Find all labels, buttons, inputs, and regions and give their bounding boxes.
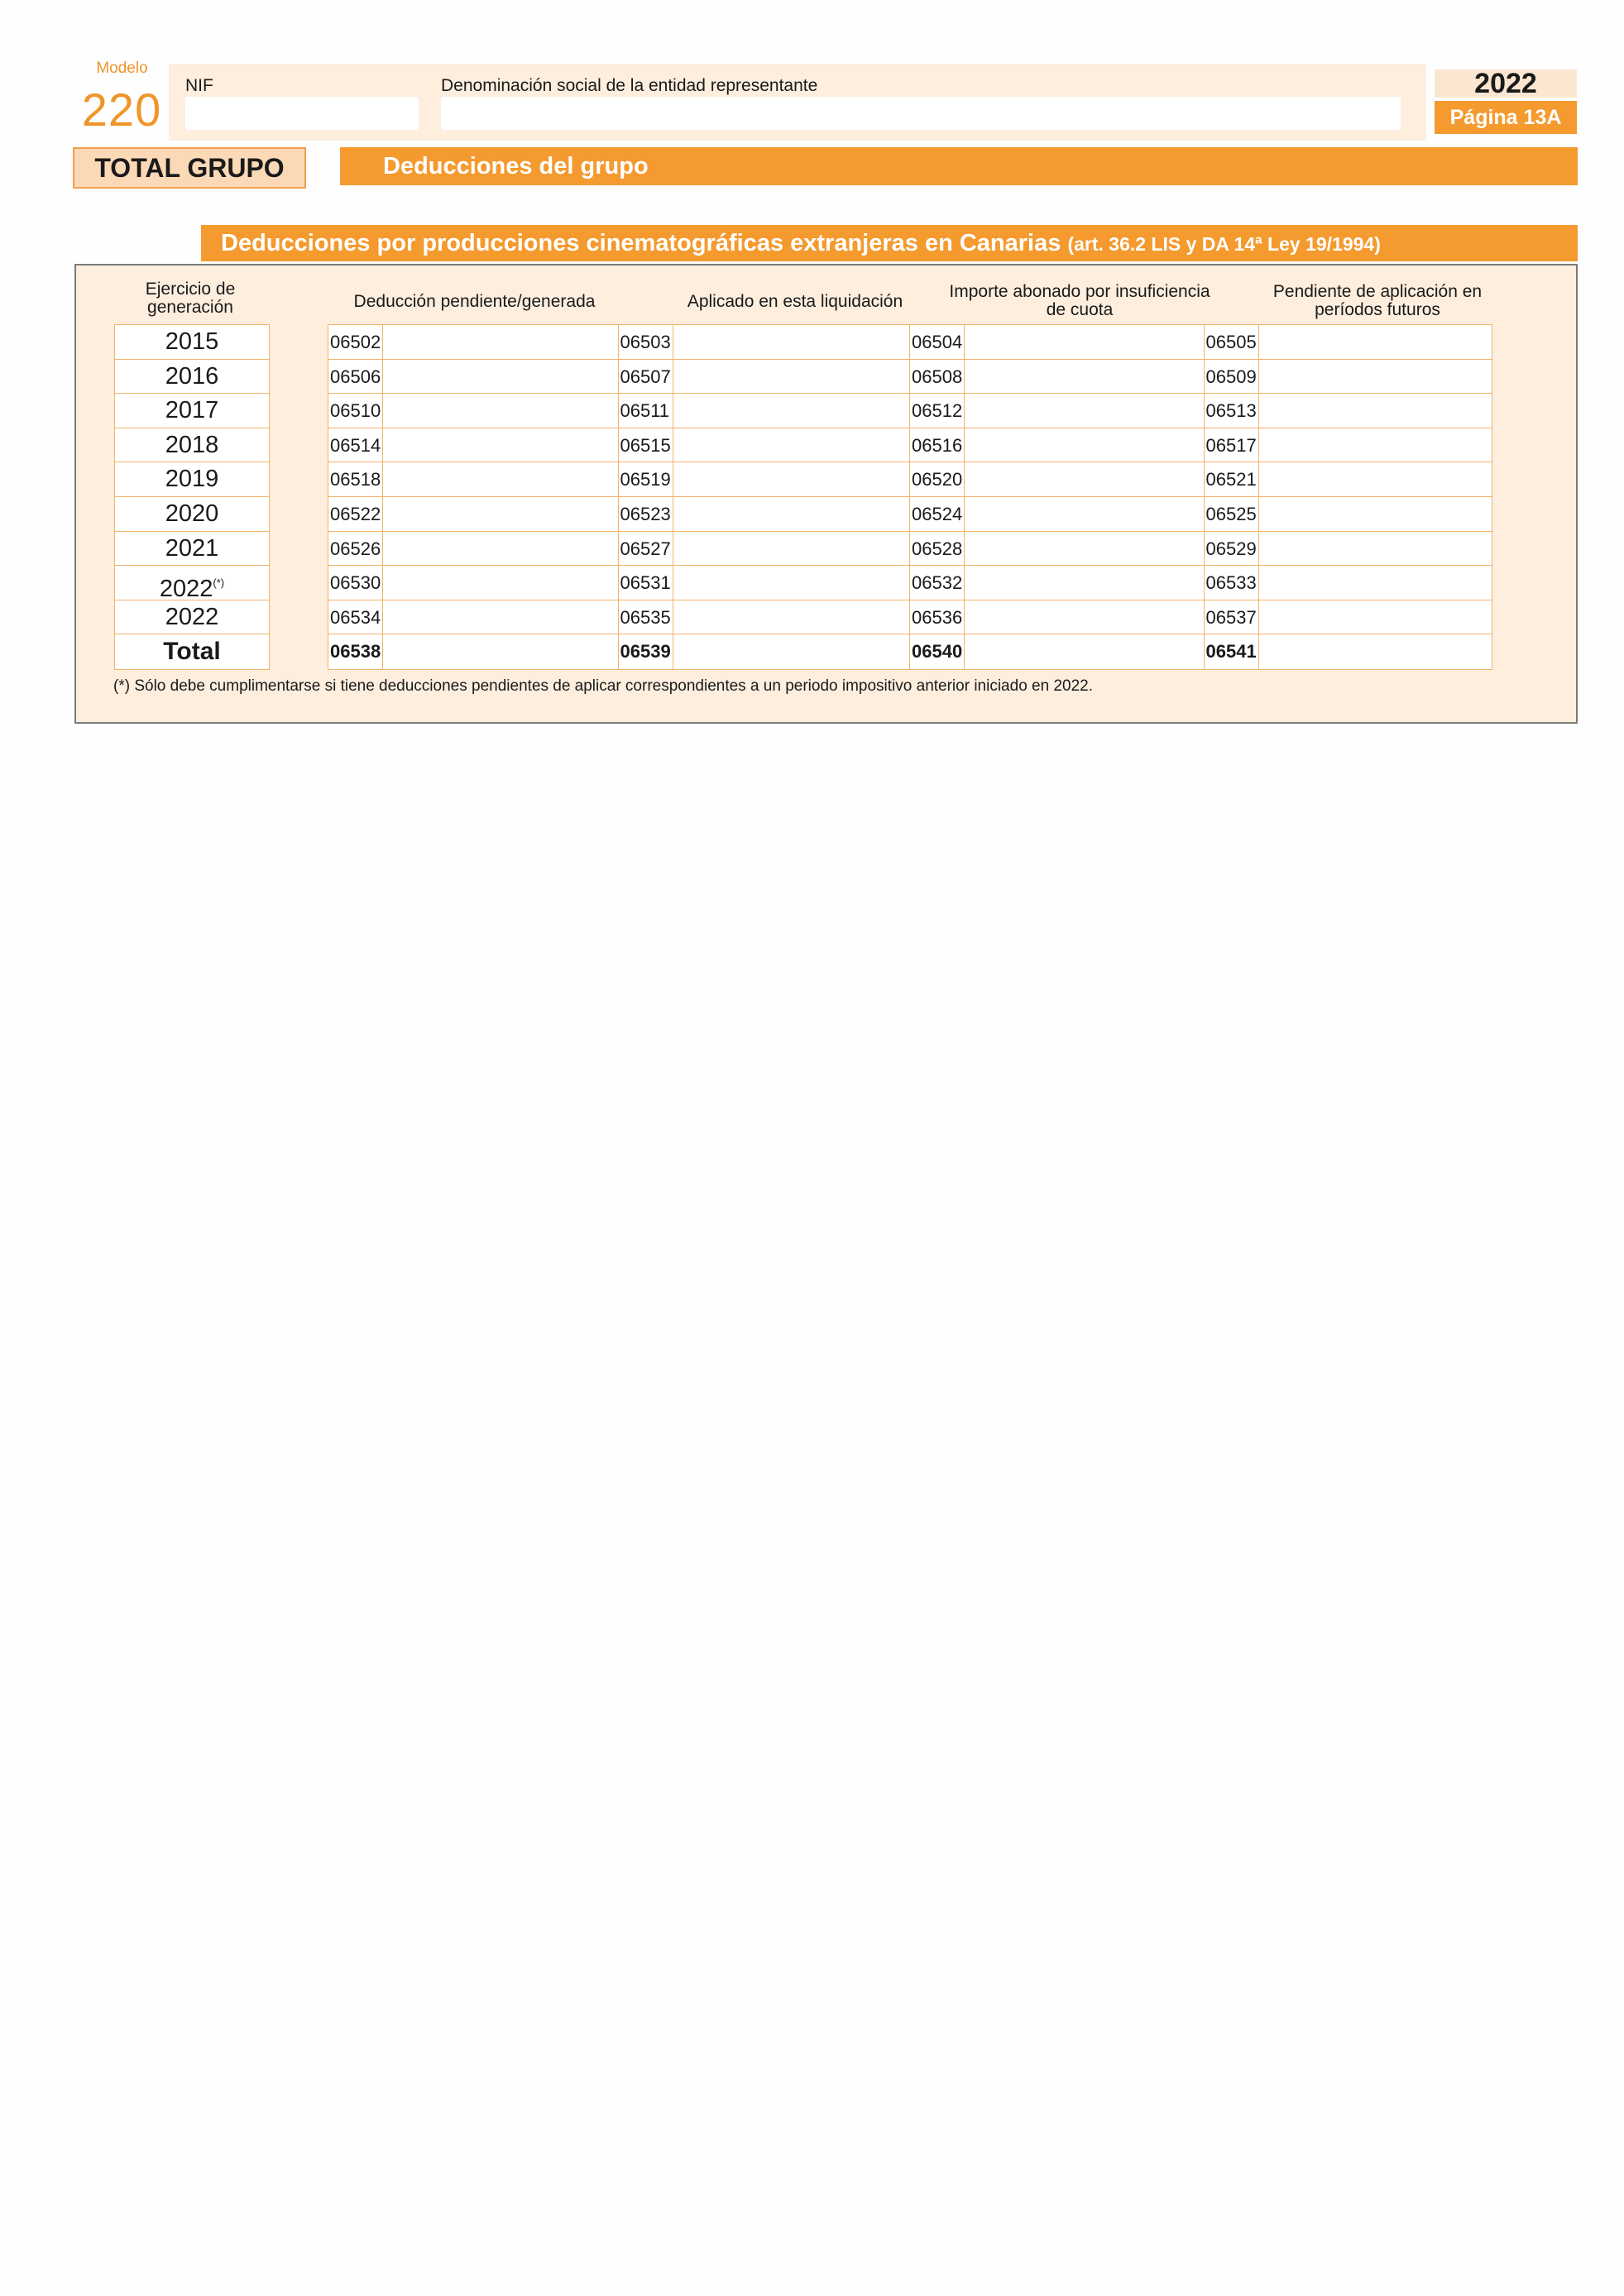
footnote-mark: (*) (213, 576, 225, 590)
total-grupo-label: TOTAL GRUPO (73, 147, 306, 189)
grid-cell (328, 394, 619, 428)
box-code: 06540 (910, 634, 965, 669)
amount-input[interactable] (1259, 600, 1492, 634)
amount-input[interactable] (383, 566, 618, 600)
amount-input[interactable] (965, 325, 1204, 359)
year-cell (115, 360, 269, 395)
grid-cell (910, 325, 1205, 359)
amount-input[interactable] (1259, 462, 1492, 496)
footnote: (*) Sólo debe cumplimentarse si tiene deducciones pendientes de aplicar correspondientes a un periodo impositivo anterior iniciado en 2022. (113, 677, 1093, 695)
denominacion-label: Denominación social de la entidad representante (441, 76, 818, 95)
grid-cell (328, 532, 619, 566)
box-code: 06534 (328, 600, 383, 634)
amount-input[interactable] (673, 428, 910, 462)
box-code: 06517 (1205, 428, 1259, 462)
box-code: 06531 (619, 566, 673, 600)
column-header-pendiente: Pendiente de aplicación en períodos futuros (1272, 282, 1483, 319)
box-code: 06516 (910, 428, 965, 462)
grid-cell (619, 532, 911, 566)
column-header-deduccion: Deducción pendiente/generada (353, 292, 596, 311)
grid-cell (1205, 600, 1492, 634)
year-cell (115, 428, 269, 463)
amount-input[interactable] (965, 360, 1204, 394)
grid-cell (910, 566, 1205, 600)
grid-cell (619, 462, 911, 496)
grid-cell (1205, 634, 1492, 669)
amount-input[interactable] (383, 325, 618, 359)
box-code: 06511 (619, 394, 673, 428)
grid-cell (619, 600, 911, 634)
column-header-importe: Importe abonado por insuficiencia de cuota (949, 282, 1210, 319)
amount-input[interactable] (383, 360, 618, 394)
table-row (328, 394, 1492, 428)
section-title (201, 225, 1578, 261)
amount-input[interactable] (1259, 497, 1492, 531)
grid-cell (619, 497, 911, 531)
box-code: 06505 (1205, 325, 1259, 359)
grid-cell (910, 634, 1205, 669)
section-title-text: Deducciones por producciones cinematográficas extranjeras en Canarias (221, 230, 1061, 256)
amount-input[interactable] (383, 532, 618, 566)
amount-input[interactable] (965, 532, 1204, 566)
grid-cell (1205, 566, 1492, 600)
year-column (114, 324, 270, 670)
amount-input[interactable] (673, 462, 910, 496)
year-cell (115, 566, 269, 603)
amount-input[interactable] (673, 497, 910, 531)
year-label: 2016 (165, 362, 219, 390)
grid-cell (619, 566, 911, 600)
table-row (328, 497, 1492, 532)
grid-cell (328, 462, 619, 496)
modelo-number: 220 (81, 84, 162, 136)
amount-input[interactable] (383, 600, 618, 634)
grid-cell (328, 600, 619, 634)
amount-input[interactable] (1259, 566, 1492, 600)
box-code: 06533 (1205, 566, 1259, 600)
year-label: 2020 (165, 500, 219, 527)
column-header-ejercicio: Ejercicio de generación (145, 280, 236, 317)
year-label: 2015 (165, 328, 219, 355)
box-code: 06527 (619, 532, 673, 566)
grid-cell (328, 634, 619, 669)
year-label: 2021 (165, 534, 219, 562)
amount-input[interactable] (383, 497, 618, 531)
denominacion-field[interactable] (441, 97, 1401, 130)
amount-input[interactable] (673, 360, 910, 394)
grid-cell (910, 394, 1205, 428)
box-code: 06528 (910, 532, 965, 566)
box-code: 06509 (1205, 360, 1259, 394)
amount-input[interactable] (965, 428, 1204, 462)
box-code: 06522 (328, 497, 383, 531)
box-code: 06508 (910, 360, 965, 394)
year-label: 2022 (159, 576, 213, 603)
deduction-grid (328, 324, 1492, 670)
box-code: 06510 (328, 394, 383, 428)
table-row (328, 428, 1492, 463)
box-code: 06529 (1205, 532, 1259, 566)
total-label: Total (163, 638, 221, 666)
grid-cell (619, 325, 911, 359)
amount-input[interactable] (965, 600, 1204, 634)
box-code: 06507 (619, 360, 673, 394)
amount-input[interactable] (1259, 532, 1492, 566)
grid-cell (1205, 462, 1492, 496)
page-number: Página 13A (1435, 101, 1577, 134)
grid-cell (619, 428, 911, 462)
grid-cell (910, 360, 1205, 394)
year-label: 2018 (165, 431, 219, 458)
grid-cell (1205, 360, 1492, 394)
amount-input[interactable] (1259, 360, 1492, 394)
box-code: 06535 (619, 600, 673, 634)
box-code: 06539 (619, 634, 673, 669)
grid-cell (910, 462, 1205, 496)
table-row (328, 532, 1492, 567)
year-cell (115, 394, 269, 428)
amount-input[interactable] (673, 634, 910, 669)
grid-cell (910, 428, 1205, 462)
year-cell (115, 462, 269, 497)
year-cell (115, 600, 269, 635)
amount-input[interactable] (965, 497, 1204, 531)
box-code: 06536 (910, 600, 965, 634)
total-row (328, 634, 1492, 669)
amount-input[interactable] (383, 428, 618, 462)
box-code: 06504 (910, 325, 965, 359)
grid-cell (328, 497, 619, 531)
grid-cell (619, 360, 911, 394)
table-row (328, 566, 1492, 600)
year-cell (115, 497, 269, 532)
grid-cell (328, 566, 619, 600)
nif-field[interactable] (185, 97, 419, 130)
amount-input[interactable] (965, 394, 1204, 428)
box-code: 06526 (328, 532, 383, 566)
grid-cell (328, 325, 619, 359)
grid-cell (910, 497, 1205, 531)
box-code: 06506 (328, 360, 383, 394)
section-reference: (art. 36.2 LIS y DA 14ª Ley 19/1994) (1067, 233, 1381, 255)
nif-label: NIF (185, 76, 213, 95)
table-row (328, 325, 1492, 360)
box-code: 06514 (328, 428, 383, 462)
amount-input[interactable] (673, 394, 910, 428)
grid-cell (328, 428, 619, 462)
grid-cell (1205, 428, 1492, 462)
box-code: 06532 (910, 566, 965, 600)
box-code: 06541 (1205, 634, 1259, 669)
box-code: 06537 (1205, 600, 1259, 634)
deducciones-grupo-banner: Deducciones del grupo (340, 147, 1578, 185)
box-code: 06523 (619, 497, 673, 531)
year-label: 2017 (165, 397, 219, 424)
amount-input[interactable] (383, 394, 618, 428)
box-code: 06512 (910, 394, 965, 428)
box-code: 06503 (619, 325, 673, 359)
grid-cell (328, 360, 619, 394)
amount-input[interactable] (673, 325, 910, 359)
amount-input[interactable] (1259, 394, 1492, 428)
grid-cell (619, 394, 911, 428)
amount-input[interactable] (383, 462, 618, 496)
box-code: 06521 (1205, 462, 1259, 496)
year-cell (115, 532, 269, 567)
amount-input[interactable] (1259, 325, 1492, 359)
amount-input[interactable] (1259, 428, 1492, 462)
box-code: 06530 (328, 566, 383, 600)
box-code: 06513 (1205, 394, 1259, 428)
grid-cell (1205, 325, 1492, 359)
box-code: 06518 (328, 462, 383, 496)
year-label: 2022 (165, 603, 219, 630)
box-code: 06524 (910, 497, 965, 531)
amount-input[interactable] (673, 566, 910, 600)
table-row (328, 360, 1492, 395)
grid-cell (910, 532, 1205, 566)
table-row (328, 600, 1492, 635)
amount-input[interactable] (383, 634, 618, 669)
grid-cell (1205, 394, 1492, 428)
table-row (328, 462, 1492, 497)
amount-input[interactable] (965, 634, 1204, 669)
box-code: 06525 (1205, 497, 1259, 531)
year-cell (115, 325, 269, 360)
box-code: 06515 (619, 428, 673, 462)
box-code: 06519 (619, 462, 673, 496)
grid-cell (910, 600, 1205, 634)
grid-cell (1205, 532, 1492, 566)
amount-input[interactable] (965, 566, 1204, 600)
amount-input[interactable] (965, 462, 1204, 496)
year-label: 2019 (165, 466, 219, 493)
box-code: 06502 (328, 325, 383, 359)
grid-cell (619, 634, 911, 669)
box-code: 06520 (910, 462, 965, 496)
column-header-aplicado: Aplicado en esta liquidación (687, 292, 903, 311)
form-year: 2022 (1435, 69, 1577, 98)
amount-input[interactable] (1259, 634, 1492, 669)
modelo-label: Modelo (96, 60, 148, 77)
box-code: 06538 (328, 634, 383, 669)
grid-cell (1205, 497, 1492, 531)
amount-input[interactable] (673, 600, 910, 634)
amount-input[interactable] (673, 532, 910, 566)
